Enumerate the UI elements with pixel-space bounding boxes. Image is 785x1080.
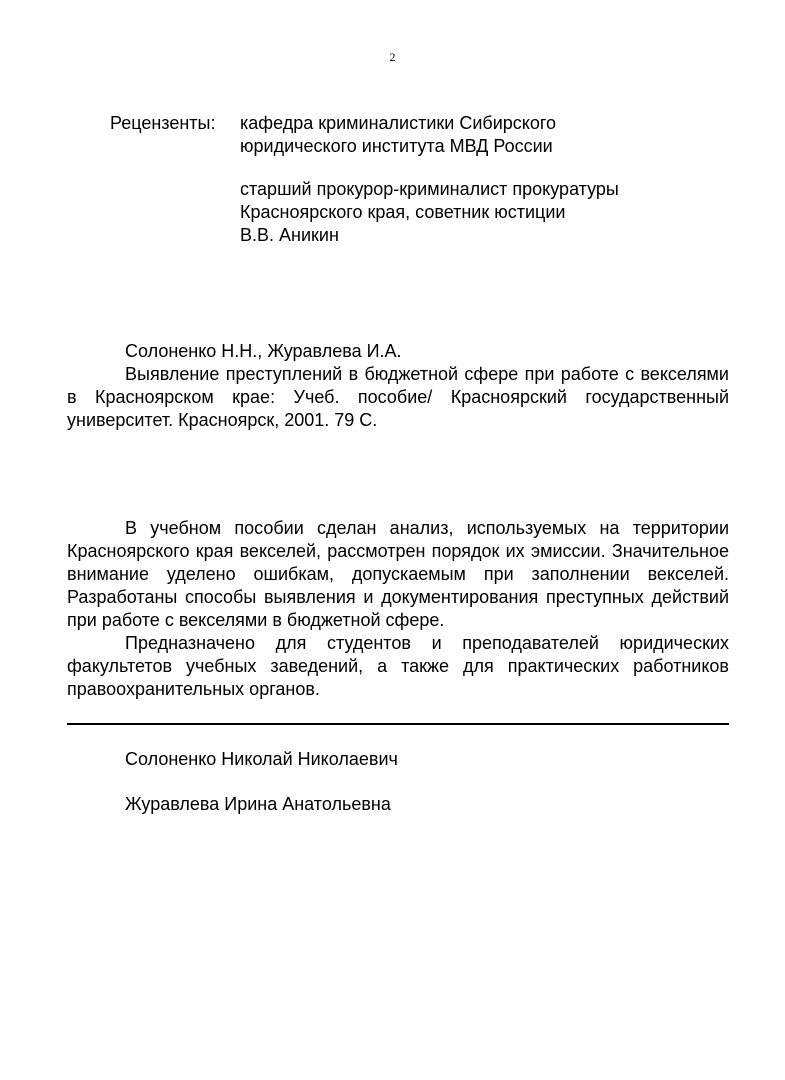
citation-body xyxy=(67,363,729,432)
reviewer-second xyxy=(240,178,720,247)
abstract-paragraph: Предназначено для студентов и преподавателей юридических факультетов учебных заведений, а также для практических работников правоохранительных органов. xyxy=(67,633,729,699)
reviewer-second-line: старший прокурор-криминалист прокуратуры xyxy=(240,179,619,199)
reviewer-second-line: В.В. Аникин xyxy=(240,225,339,245)
author-full-name: Солоненко Николай Николаевич xyxy=(125,749,398,769)
horizontal-divider xyxy=(67,723,729,725)
citation-authors: Солоненко Н.Н., Журавлева И.А. xyxy=(125,341,402,361)
bibliographic-citation xyxy=(67,340,729,432)
author-full-name: Журавлева Ирина Анатольевна xyxy=(125,794,391,814)
reviewers-label: Рецензенты: xyxy=(110,113,216,133)
reviewer-first xyxy=(240,112,720,158)
citation-text: Выявление преступлений в бюджетной сфере при работе с векселями в Красноярском крае: Учеб. пособие/ Красноярский государственный университет. Красноярск, 2001. 79 С. xyxy=(67,364,729,430)
reviewer-first-line: юридического института МВД России xyxy=(240,136,553,156)
abstract-section xyxy=(67,517,729,701)
page-number: 2 xyxy=(389,50,396,64)
reviewer-first-line: кафедра криминалистики Сибирского xyxy=(240,113,557,133)
abstract-paragraph: В учебном пособии сделан анализ, используемых на территории Красноярского края векселей, рассмотрен порядок их эмиссии. Значительное внимание уделено ошибкам, допускаемым при заполнении векселей. Разработаны способы выявления и документирования преступных действий при работе с векселями в бюджетной сфере. xyxy=(67,518,729,630)
reviewer-second-line: Красноярского края, советник юстиции xyxy=(240,202,566,222)
